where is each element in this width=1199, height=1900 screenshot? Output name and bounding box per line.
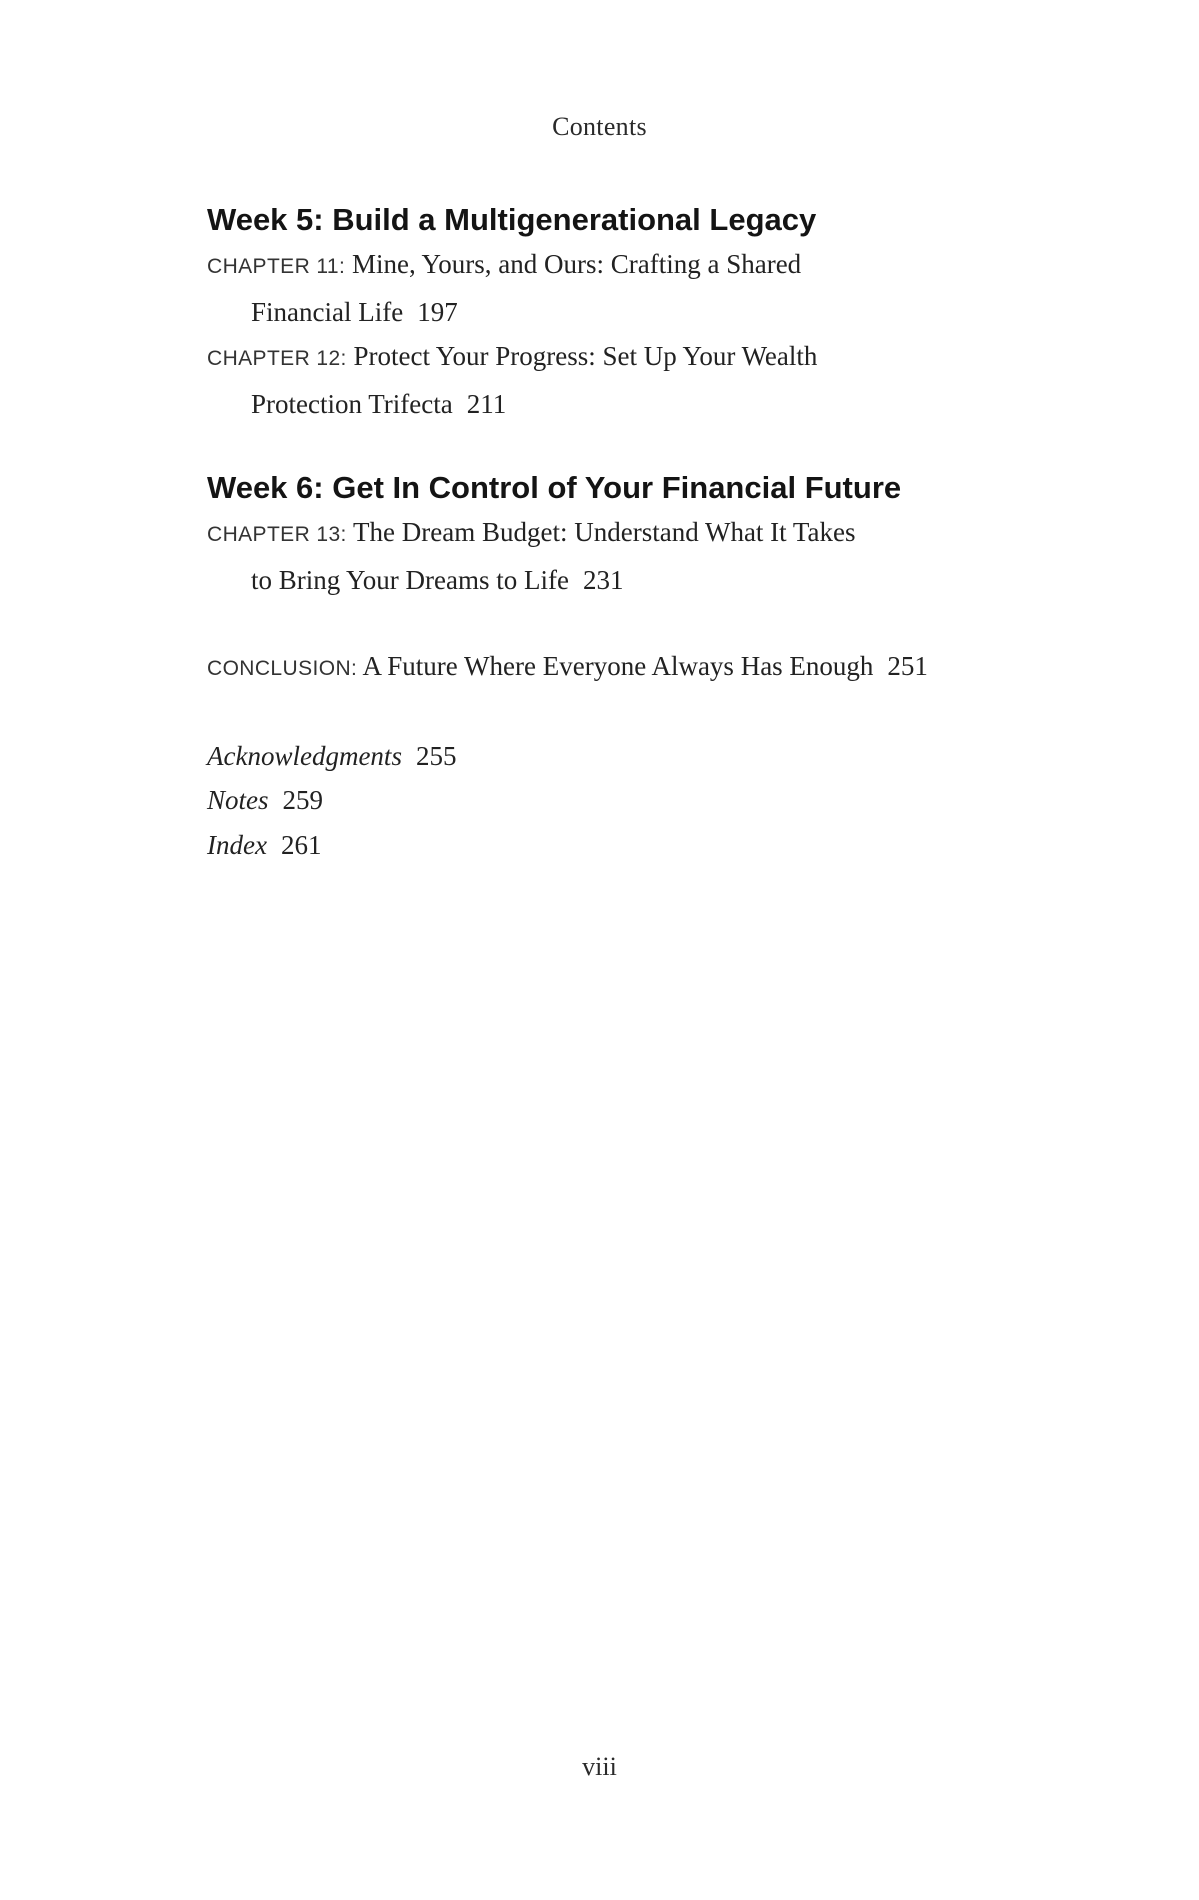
page-number: 255 xyxy=(415,740,457,771)
backmatter-title: Notes xyxy=(207,785,269,815)
chapter-title-line2: Financial Life xyxy=(251,296,404,327)
chapter-title-line1: Mine, Yours, and Ours: Crafting a Shared xyxy=(351,249,802,279)
toc-entry-chapter-12 xyxy=(207,334,1027,426)
backmatter-title: Acknowledgments xyxy=(207,740,402,771)
page-folio: viii xyxy=(582,1752,617,1781)
chapter-title-line2: Protection Trifecta xyxy=(251,388,453,419)
chapter-label: CHAPTER 13: xyxy=(207,523,347,546)
conclusion-title: A Future Where Everyone Always Has Enough xyxy=(362,651,874,681)
week-5-heading: Week 5: Build a Multigenerational Legacy xyxy=(207,202,817,237)
toc-entry-acknowledgments xyxy=(207,734,1027,779)
chapter-label: CHAPTER 11: xyxy=(207,255,346,278)
page-number: 211 xyxy=(466,388,507,419)
page-number: 259 xyxy=(282,785,324,815)
chapter-title-line1: The Dream Budget: Understand What It Takes xyxy=(353,517,856,547)
chapter-title-line1: Protect Your Progress: Set Up Your Wealth xyxy=(353,341,818,371)
table-of-contents xyxy=(207,198,1027,867)
conclusion-label: CONCLUSION: xyxy=(207,657,358,680)
chapter-title-line2: to Bring Your Dreams to Life xyxy=(251,564,569,595)
backmatter-title: Index xyxy=(207,829,267,860)
page-number: 251 xyxy=(887,651,928,681)
toc-entry-chapter-13 xyxy=(207,510,1027,602)
week-6-heading: Week 6: Get In Control of Your Financial Future xyxy=(207,470,902,505)
chapter-label: CHAPTER 12: xyxy=(207,347,347,370)
toc-entry-notes xyxy=(207,778,1027,823)
toc-entry-chapter-11 xyxy=(207,242,1027,334)
toc-entry-conclusion xyxy=(207,644,1027,692)
page-number: 231 xyxy=(582,564,624,595)
running-head: Contents xyxy=(552,112,647,141)
backmatter-list xyxy=(207,734,1027,868)
page-number: 261 xyxy=(280,829,322,860)
toc-entry-index xyxy=(207,823,1027,868)
page-number: 197 xyxy=(417,296,458,327)
